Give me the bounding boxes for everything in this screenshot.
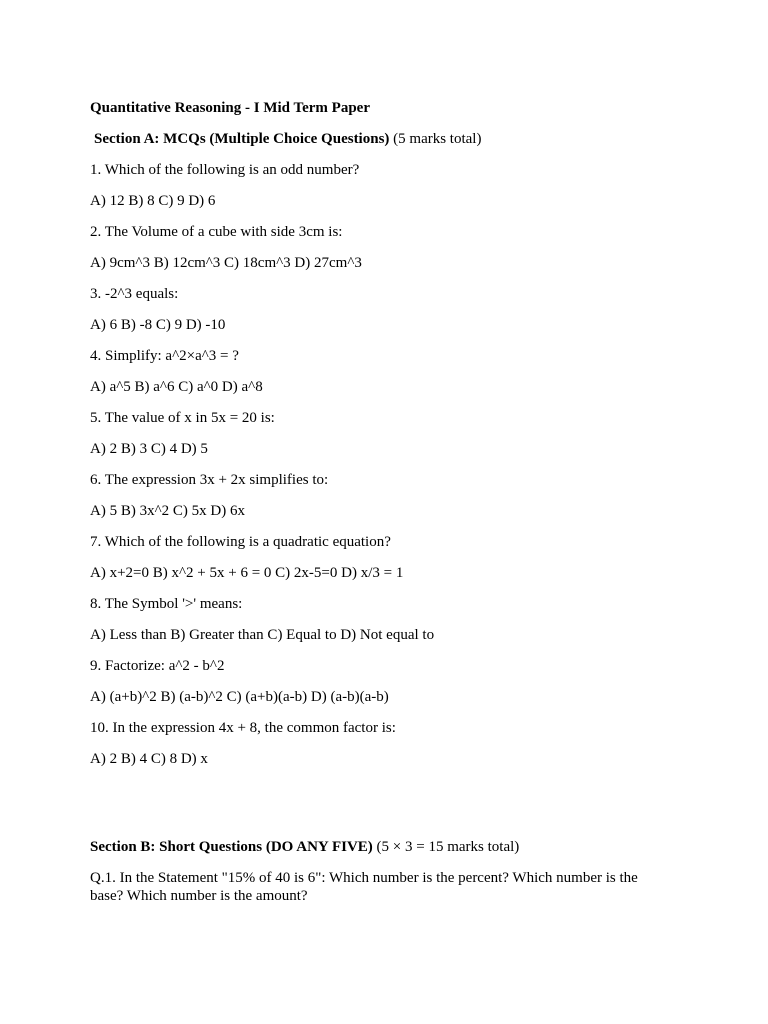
section-b-question-1: Q.1. In the Statement "15% of 40 is 6": Which number is the percent? Which number is the base? Which number is the amount? bbox=[90, 870, 638, 904]
document-page bbox=[90, 99, 670, 768]
section-a-heading: Section A: MCQs (Multiple Choice Questions) bbox=[94, 131, 390, 147]
question-5: 5. The value of x in 5x = 20 is: bbox=[90, 410, 275, 426]
answers-8: A) Less than B) Greater than C) Equal to D) Not equal to bbox=[90, 627, 435, 643]
section-a-heading-line bbox=[90, 130, 670, 148]
answers-5: A) 2 B) 3 C) 4 D) 5 bbox=[90, 441, 208, 457]
question-10: 10. In the expression 4x + 8, the common factor is: bbox=[90, 720, 396, 736]
answers-6: A) 5 B) 3x^2 C) 5x D) 6x bbox=[90, 503, 245, 519]
question-2: 2. The Volume of a cube with side 3cm is: bbox=[90, 224, 343, 240]
answers-9: A) (a+b)^2 B) (a-b)^2 C) (a+b)(a-b) D) (a-b)(a-b) bbox=[90, 689, 389, 705]
question-4: 4. Simplify: a^2×a^3 = ? bbox=[90, 348, 239, 364]
section-b-heading-line bbox=[90, 838, 670, 856]
question-6: 6. The expression 3x + 2x simplifies to: bbox=[90, 472, 329, 488]
answers-3: A) 6 B) -8 C) 9 D) -10 bbox=[90, 317, 226, 333]
answers-10: A) 2 B) 4 C) 8 D) x bbox=[90, 751, 208, 767]
section-b bbox=[90, 838, 670, 905]
section-b-heading: Section B: Short Questions (DO ANY FIVE) bbox=[90, 839, 373, 855]
paper-title: Quantitative Reasoning - I Mid Term Paper bbox=[90, 100, 370, 116]
question-1: 1. Which of the following is an odd number? bbox=[90, 162, 360, 178]
answers-7: A) x+2=0 B) x^2 + 5x + 6 = 0 C) 2x-5=0 D) x/3 = 1 bbox=[90, 565, 404, 581]
question-7: 7. Which of the following is a quadratic equation? bbox=[90, 534, 391, 550]
question-9: 9. Factorize: a^2 - b^2 bbox=[90, 658, 225, 674]
answers-4: A) a^5 B) a^6 C) a^0 D) a^8 bbox=[90, 379, 263, 395]
section-a-marks: (5 marks total) bbox=[389, 131, 482, 147]
question-8: 8. The Symbol '>' means: bbox=[90, 596, 243, 612]
answers-2: A) 9cm^3 B) 12cm^3 C) 18cm^3 D) 27cm^3 bbox=[90, 255, 362, 271]
answers-1: A) 12 B) 8 C) 9 D) 6 bbox=[90, 193, 216, 209]
question-3: 3. -2^3 equals: bbox=[90, 286, 179, 302]
section-b-marks: (5 × 3 = 15 marks total) bbox=[372, 839, 520, 855]
